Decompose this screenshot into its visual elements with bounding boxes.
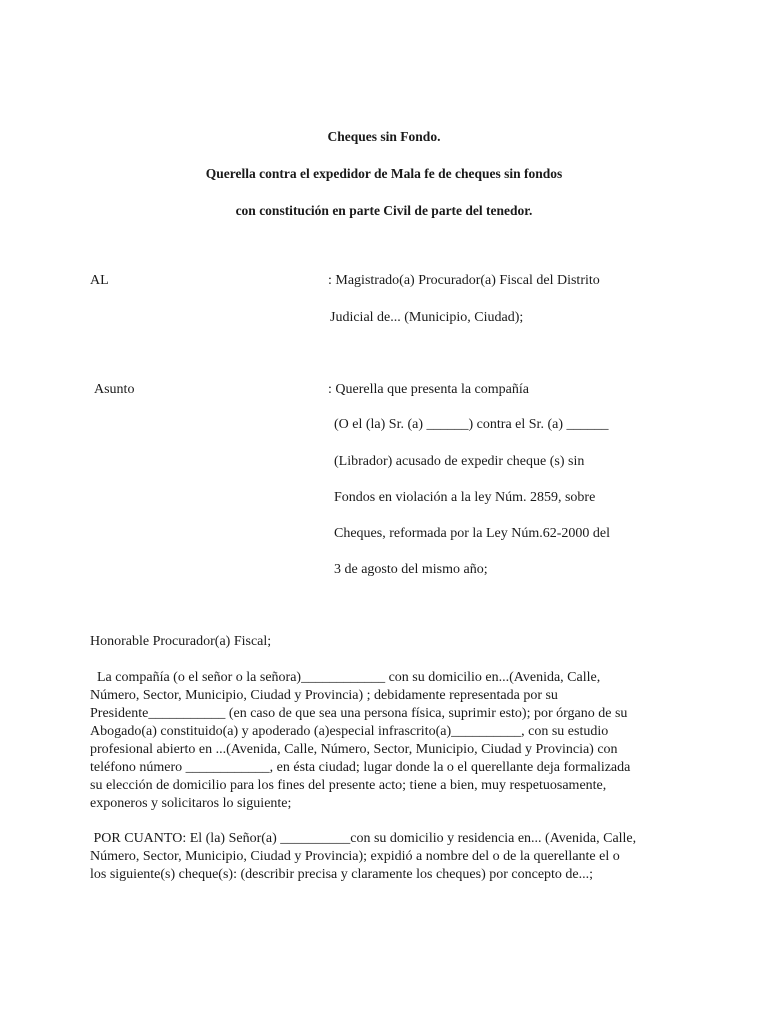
body-paragraph-2 <box>90 830 680 884</box>
asunto-line: Fondos en violación a la ley Núm. 2859, sobre <box>334 490 596 505</box>
paragraph-line: exponeros y solicitaros lo siguiente; <box>90 796 292 811</box>
paragraph-line: Número, Sector, Municipio, Ciudad y Provincia); expidió a nombre del o de la querellante el o <box>90 849 620 864</box>
asunto-line: Cheques, reformada por la Ley Núm.62-2000 del <box>334 526 611 541</box>
document-title: Cheques sin Fondo. <box>327 129 441 144</box>
document-subtitle-1: Querella contra el expedidor de Mala fe de cheques sin fondos <box>205 166 563 181</box>
document-subtitle-2: con constitución en parte Civil de parte del tenedor. <box>235 203 533 218</box>
paragraph-line: POR CUANTO: El (la) Señor(a) __________con su domicilio y residencia en... (Avenida, Calle, <box>90 831 637 846</box>
asunto-line: (Librador) acusado de expedir cheque (s) sin <box>334 454 585 469</box>
asunto-line: (O el (la) Sr. (a) ______) contra el Sr. (a) ______ <box>334 417 609 432</box>
al-label: AL <box>90 273 109 288</box>
al-line: : Magistrado(a) Procurador(a) Fiscal del Distrito <box>328 273 600 288</box>
paragraph-line: Presidente___________ (en caso de que sea una persona física, suprimir esto); por órgano de su <box>90 706 628 721</box>
paragraph-line: La compañía (o el señor o la señora)____________ con su domicilio en...(Avenida, Calle, <box>90 670 601 685</box>
paragraph-line: su elección de domicilio para los fines del presente acto; tiene a bien, muy respetuosamente, <box>90 778 607 793</box>
asunto-label: Asunto <box>94 382 135 397</box>
paragraph-line: Número, Sector, Municipio, Ciudad y Provincia) ; debidamente representada por su <box>90 688 558 703</box>
asunto-line: 3 de agosto del mismo año; <box>334 562 488 577</box>
asunto-line: : Querella que presenta la compañía <box>328 382 529 397</box>
paragraph-line: profesional abierto en ...(Avenida, Calle, Número, Sector, Municipio, Ciudad y Provincia) con <box>90 742 618 757</box>
paragraph-line: teléfono número ____________, en ésta ciudad; lugar donde la o el querellante deja formalizada <box>90 760 631 775</box>
paragraph-line: los siguiente(s) cheque(s): (describir precisa y claramente los cheques) por concepto de...; <box>90 867 594 882</box>
salutation: Honorable Procurador(a) Fiscal; <box>90 634 272 649</box>
al-line: Judicial de... (Municipio, Ciudad); <box>330 310 524 325</box>
body-paragraph-1 <box>90 669 680 813</box>
paragraph-line: Abogado(a) constituido(a) y apoderado (a)especial infrascrito(a)__________, con su estudio <box>90 724 609 739</box>
